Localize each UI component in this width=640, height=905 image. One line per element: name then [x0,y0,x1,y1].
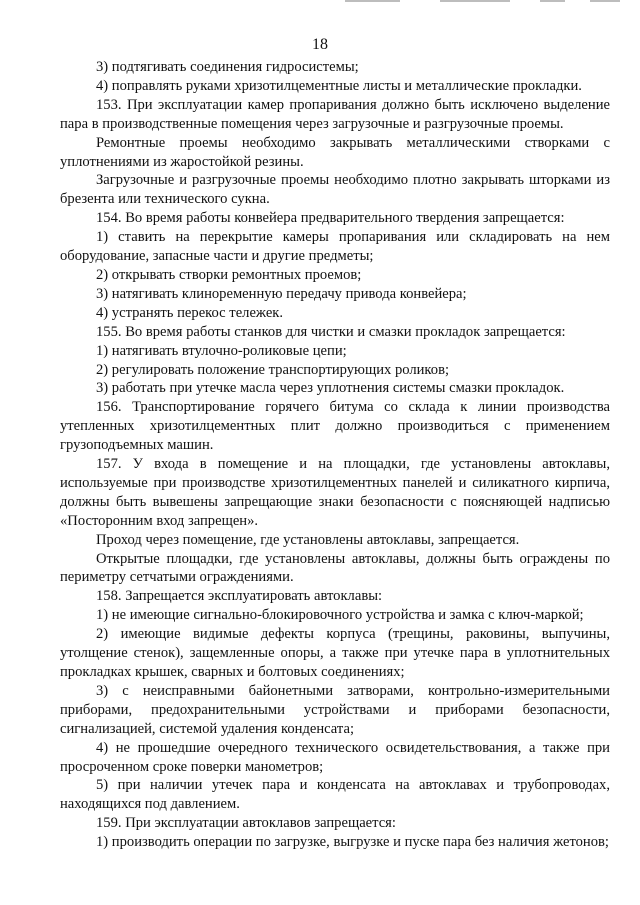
document-body [60,58,610,852]
paragraph: 4) поправлять руками хризотилцементные листы и металлические прокладки. [96,77,582,94]
paragraph: 159. При эксплуатации автоклавов запрещается: [96,815,396,832]
paragraph: 4) устранять перекос тележек. [96,304,284,321]
paragraph: 2) регулировать положение транспортирующих роликов; [96,361,450,378]
paragraph: 158. Запрещается эксплуатировать автоклавы: [96,588,383,605]
paragraph: Проход через помещение, где установлены автоклавы, запрещается. [96,531,520,548]
paragraph: 1) не имеющие сигнально-блокировочного устройства и замка с ключ-маркой; [96,607,584,624]
paragraph: 156. Транспортирование горячего битума со склада к линии производства утепленных хризотилцементных плит должно производиться с применением грузоподъемных машин. [60,399,610,454]
paragraph: 3) с неисправными байонетными затворами, контрольно-измерительными приборами, предохранительными устройствами и приборами безопасности, сигнализацией, системой удаления конденсата; [60,682,610,737]
page-number: 18 [312,36,328,53]
paragraph: 153. При эксплуатации камер пропаривания должно быть исключено выделение пара в производственные помещения через загрузочные и разгрузочные проемы. [60,96,610,132]
paragraph: 3) подтягивать соединения гидросистемы; [96,59,359,75]
scan-artifact-marks [0,0,640,6]
paragraph: 3) натягивать клиноременную передачу привода конвейера; [96,285,467,302]
paragraph: 1) ставить на перекрытие камеры пропаривания или складировать на нем оборудование, запасные части и другие предметы; [60,229,610,265]
paragraph: 3) работать при утечке масла через уплотнения системы смазки прокладок. [96,380,565,397]
paragraph: 5) при наличии утечек пара и конденсата на автоклавах и трубопроводах, находящихся под давлением. [60,777,610,813]
paragraph: 1) натягивать втулочно-роликовые цепи; [96,342,347,359]
paragraph: 154. Во время работы конвейера предварительного твердения запрещается: [96,210,565,227]
paragraph: Ремонтные проемы необходимо закрывать металлическими створками с уплотнениями из жаростойкой резины. [60,134,610,170]
paragraph: 2) имеющие видимые дефекты корпуса (трещины, раковины, выпучины, утолщение стенок), защемленные опоры, а также при утечке пара в уплотнительных прокладках крышек, сварных и болтовых соединениях; [60,626,610,680]
paragraph: 4) не прошедшие очередного технического освидетельствования, а также при просроченном сроке поверки манометров; [60,739,610,775]
paragraph: 155. Во время работы станков для чистки и смазки прокладок запрещается: [96,323,566,340]
paragraph: Загрузочные и разгрузочные проемы необходимо плотно закрывать шторками из брезента или технического сукна. [60,172,610,208]
paragraph: Открытые площадки, где установлены автоклавы, должны быть ограждены по периметру сетчатыми ограждениями. [60,550,610,586]
paragraph: 1) производить операции по загрузке, выгрузке и пуске пара без наличия жетонов; [96,834,609,851]
paragraph: 157. У входа в помещение и на площадки, где установлены автоклавы, используемые при производстве хризотилцементных панелей и силикатного кирпича, должны быть вывешены запрещающие знаки безопасности с поясняющей надписью «Посторонним вход запрещен». [60,456,610,529]
paragraph: 2) открывать створки ремонтных проемов; [96,266,362,283]
